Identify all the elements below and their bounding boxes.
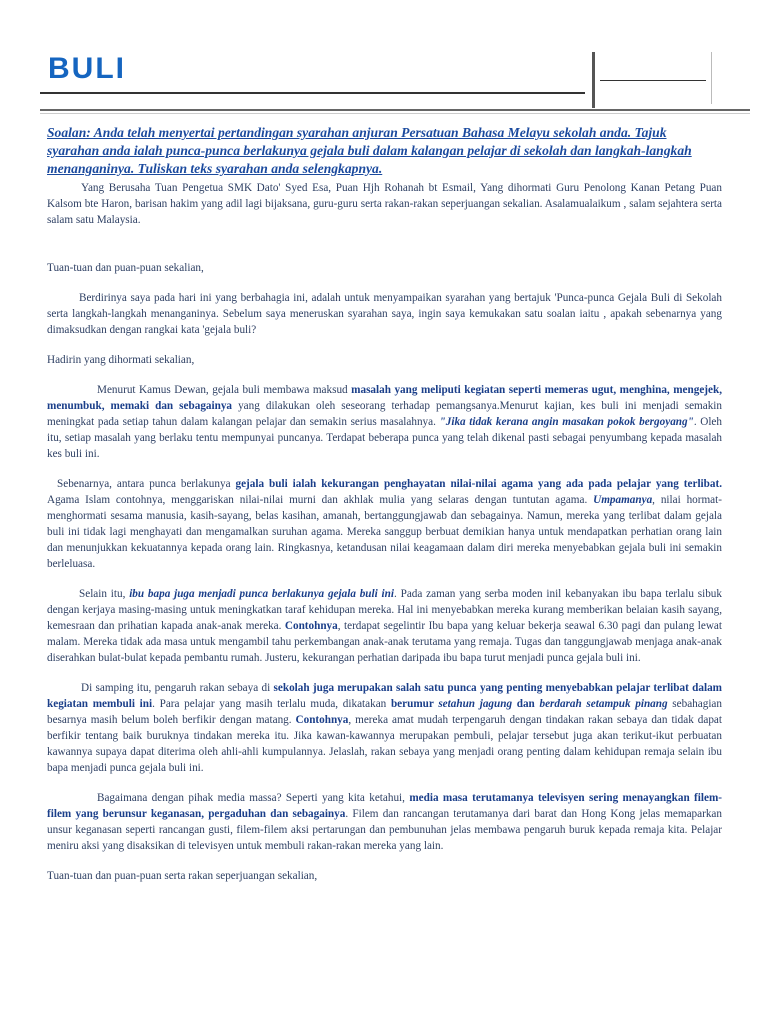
salutation-3: Tuan-tuan dan puan-puan serta rakan seperjuangan sekalian, — [47, 870, 318, 882]
p3-bold-1: ibu bapa juga menjadi punca berlakunya gejala buli ini — [129, 588, 394, 600]
p1-bold-1: masalah yang meliputi kegiatan seperti memeras ugut, menghina, mengejek, menumbuk, memaki dan sebagainya — [47, 384, 722, 412]
p4-text-3: sebahagian besarnya masih belum boleh berfikir dengan matang. — [47, 698, 722, 726]
p2-text-1: Sebenarnya, antara punca berlakunya — [57, 478, 236, 490]
p2-bold-1: gejala buli ialah kekurangan penghayatan nilai-nilai agama yang ada pada pelajar yang terlibat. — [235, 478, 722, 490]
question-prompt: Soalan: Anda telah menyertai pertandingan syarahan anjuran Persatuan Bahasa Melayu sekolah anda. Tajuk syarahan anda ialah punca-punca berlakunya gejala buli dalam kalangan pelajar di sekolah dan langkah-langkah menanganinya. Tuliskan teks syarahan anda selengkapnya. — [47, 125, 692, 176]
paragraph-parents — [47, 586, 722, 666]
p4-bold-2: berumur — [390, 698, 439, 710]
title-underline — [40, 92, 585, 94]
header-short-line — [600, 80, 706, 81]
p5-bold-1: media masa terutamanya televisyen sering menayangkan filem-filem yang berunsur keganasan, pergaduhan dan sebagainya — [47, 792, 722, 820]
p3-text-2: . Pada zaman yang serba moden inil kebanyakan ibu bapa terlalu sibuk dengan kerjaya masing-masing untuk meningkatkan taraf kehidupan mereka. Hal ini menyebabkan mereka kurang memberikan belaian kasih sayang, kemesraan dan prihatian kapada anak-anak mereka. — [47, 588, 722, 632]
p5-text-2: . Filem dan rancangan terutamanya dari barat dan Hong Kong jelas memaparkan unsur keganasan seperti rancangan gusti, filem-filem aksi pertarungan dan pembunuhan jelas membawa pengaruh buruk kepada remaja kita. Pelajar meniru aksi yang disaksikan di televisyen untuk membuli rakan-rakan mereka yang lain. — [47, 808, 722, 852]
paragraph-religion — [47, 476, 722, 572]
paragraph-definition — [47, 382, 722, 462]
document-body — [47, 124, 722, 884]
p1-peribahasa: "Jika tidak kerana angin masakan pokok bergoyang" — [439, 416, 694, 428]
document-title: BULI — [48, 52, 126, 85]
p1-text-2: yang dilakukan oleh seseorang terhadap pemangsanya.Menurut kajian, kes buli ini menjadi semakin meningkat pada setiap tahun dalam kalangan pelajar dan semakin serius masalahnya. — [47, 400, 722, 428]
opening-greeting: Yang Berusaha Tuan Pengetua SMK Dato' Syed Esa, Puan Hjh Rohanah bt Esmail, Yang dihormati Guru Penolong Kanan Petang Puan Kalsom bte Haron, barisan hakim yang adil lagi bijaksana, guru-guru serta rakan-rakan seperjuangan sekalian. Asalamualaikum , salam sejahtera serta salam satu Malaysia. — [47, 182, 722, 226]
header-vertical-divider — [592, 52, 595, 108]
salutation-1: Tuan-tuan dan puan-puan sekalian, — [47, 262, 204, 274]
p4-bold-italic-1: setahun jagung — [438, 698, 513, 710]
p4-bold-italic-2: berdarah setampuk pinang — [539, 698, 668, 710]
p4-bold-3: dan — [512, 698, 540, 710]
p4-text-1: Di samping itu, pengaruh rakan sebaya di — [81, 682, 274, 694]
p4-text-4: , mereka amat mudah terpengaruh dengan tindakan rakan sebaya dan tidak dapat berfikir tentang baik buruknya tindakan mereka itu. Jika kawan-kawannya merupakan pembuli, pelajar tersebut juga akan terikut-ikut perbuatan kawannya supaya dapat diterima oleh ahli-ahli kumpulannya. Jelaslah, rakan sebaya yang menjadi orang penting dalam kehidupan remaja selain ibu bapa menjadi punca gejala buli ini. — [47, 714, 722, 774]
salutation-2: Hadirin yang dihormati sekalian, — [47, 354, 195, 366]
p4-text-2: . Para pelajar yang masih terlalu muda, dikatakan — [152, 698, 391, 710]
p5-text-1: Bagaimana dengan pihak media massa? Seperti yang kita ketahui, — [97, 792, 410, 804]
paragraph-media — [47, 790, 722, 854]
p4-bold-4: Contohnya — [295, 714, 349, 726]
p2-bold-italic-1: Umpamanya — [593, 494, 653, 506]
header-rule-shadow — [40, 113, 750, 114]
paragraph-peers — [47, 680, 722, 776]
p4-bold-1: sekolah juga merupakan salah satu punca yang penting menyebabkan pelajar terlibat dalam kegiatan membuli ini — [47, 682, 722, 710]
intro-paragraph: Berdirinya saya pada hari ini yang berbahagia ini, adalah untuk menyampaikan syarahan yang bertajuk 'Punca-punca Gejala Buli di Sekolah serta langkah-langkah menanganinya. Sebelum saya meneruskan syarahan saya, ingin saya kemukakan satu soalan iaitu , apakah sebenarnya yang dimaksudkan dengan rangkai kata 'gejala buli? — [47, 292, 722, 336]
p3-text-3: , terdapat segelintir Ibu bapa yang keluar bekerja seawal 6.30 pagi dan pulang lewat malam. Mereka tidak ada masa untuk mengambil tahu perkembangan anak-anak terutama yang remaja. Tugas dan tanggungjawab menjaga anak-anak diserahkan bulat-bulat kepada pembantu rumah. Justeru, kekurangan perhatian daripada ibu bapa turut menjadi punca gejala buli ini. — [47, 620, 722, 664]
header-vertical-divider-light — [711, 52, 712, 104]
p2-text-2: Agama Islam contohnya, menggariskan nilai-nilai murni dan akhlak mulia yang selaras dengan tuntutan agama. — [47, 494, 594, 506]
header-rule — [40, 109, 750, 111]
p1-text-3: . Oleh itu, setiap masalah yang berlaku tentu mempunyai puncanya. Terdapat beberapa punca yang telah dikenal pasti sebagai penyumbang kepada masalah kes buli ini. — [47, 416, 722, 460]
p1-text-1: Menurut Kamus Dewan, gejala buli membawa maksud — [97, 384, 352, 396]
p2-text-3: , nilai hormat-menghormati sesama manusia, kasih-sayang, belas kasihan, amanah, bertanggungjawab dan sebagainya. Namun, mereka yang terlibat dalam gejala buli ini tidak lagi menghayati dan mengamalkan suruhan agama. Mereka sanggup berbuat demikian hanya untuk mendapatkan perhatian orang lain dan menunjukkan kekuatannya kepada orang lain. Ringkasnya, ketandusan nilai keagamaan dalam diri mereka menyebabkan gejala buli ini semakin berleluasa. — [47, 494, 722, 570]
p3-text-1: Selain itu, — [79, 588, 130, 600]
p3-bold-2: Contohnya — [284, 620, 338, 632]
